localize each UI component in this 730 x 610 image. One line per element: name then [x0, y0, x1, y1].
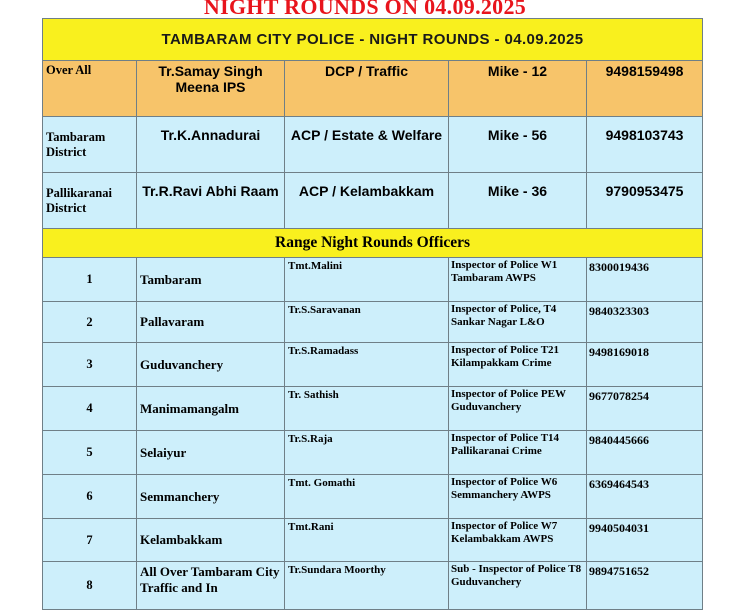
officer-cell: Tmt.Rani — [285, 519, 449, 562]
table-row — [43, 519, 703, 562]
phone-cell: 9790953475 — [587, 173, 703, 229]
phone-cell: 9840323303 — [587, 302, 703, 343]
sno-cell: 1 — [43, 258, 137, 302]
designation-cell: Inspector of Police W6 Semmanchery AWPS — [449, 475, 587, 519]
officer-cell: Tr. Sathish — [285, 387, 449, 431]
table-row — [43, 475, 703, 519]
page-title: NIGHT ROUNDS ON 04.09.2025 — [203, 0, 527, 19]
table-header: TAMBARAM CITY POLICE - NIGHT ROUNDS - 04.09.2025 — [43, 19, 703, 61]
place-cell: All Over Tambaram City Traffic and In — [137, 562, 285, 610]
designation-cell: Inspector of Police W1 Tambaram AWPS — [449, 258, 587, 302]
top-row-overall — [43, 61, 703, 117]
officer-cell: Tr.K.Annadurai — [137, 117, 285, 173]
officer-cell: Tmt. Gomathi — [285, 475, 449, 519]
area-cell: Pallikaranai District — [43, 173, 137, 229]
officer-cell: Tr.S.Raja — [285, 431, 449, 475]
designation-cell: ACP / Estate & Welfare — [285, 117, 449, 173]
sno-cell: 5 — [43, 431, 137, 475]
table-row — [43, 258, 703, 302]
phone-cell: 9940504031 — [587, 519, 703, 562]
table-header-row — [43, 19, 703, 61]
designation-cell: Inspector of Police, T4 Sankar Nagar L&O — [449, 302, 587, 343]
officer-cell: Tr.R.Ravi Abhi Raam — [137, 173, 285, 229]
top-row-tambaram — [43, 117, 703, 173]
mike-cell: Mike - 36 — [449, 173, 587, 229]
sno-cell: 4 — [43, 387, 137, 431]
designation-cell: DCP / Traffic — [285, 61, 449, 117]
designation-cell: Sub - Inspector of Police T8 Guduvanchery — [449, 562, 587, 610]
phone-cell: 9894751652 — [587, 562, 703, 610]
table-row — [43, 387, 703, 431]
phone-cell: 9498103743 — [587, 117, 703, 173]
mike-cell: Mike - 56 — [449, 117, 587, 173]
sno-cell: 7 — [43, 519, 137, 562]
designation-cell: ACP / Kelambakkam — [285, 173, 449, 229]
officer-cell: Tr.Sundara Moorthy — [285, 562, 449, 610]
place-cell: Semmanchery — [137, 475, 285, 519]
area-cell: Over All — [43, 61, 137, 117]
sno-cell: 2 — [43, 302, 137, 343]
sno-cell: 8 — [43, 562, 137, 610]
place-cell: Selaiyur — [137, 431, 285, 475]
phone-cell: 9677078254 — [587, 387, 703, 431]
top-row-pallikaranai — [43, 173, 703, 229]
mike-cell: Mike - 12 — [449, 61, 587, 117]
phone-cell: 9498169018 — [587, 343, 703, 387]
officer-cell: Tr.S.Ramadass — [285, 343, 449, 387]
designation-cell: Inspector of Police T21 Kilampakkam Crime — [449, 343, 587, 387]
officer-cell: Tr.S.Saravanan — [285, 302, 449, 343]
table-row — [43, 343, 703, 387]
table-row — [43, 431, 703, 475]
place-cell: Tambaram — [137, 258, 285, 302]
range-header: Range Night Rounds Officers — [43, 229, 703, 258]
night-rounds-table — [42, 18, 703, 610]
phone-cell: 9840445666 — [587, 431, 703, 475]
area-cell: Tambaram District — [43, 117, 137, 173]
officer-cell: Tr.Samay Singh Meena IPS — [137, 61, 285, 117]
table-row — [43, 302, 703, 343]
range-header-row — [43, 229, 703, 258]
table-row — [43, 562, 703, 610]
place-cell: Manimamangalm — [137, 387, 285, 431]
place-cell: Kelambakkam — [137, 519, 285, 562]
place-cell: Guduvanchery — [137, 343, 285, 387]
sno-cell: 3 — [43, 343, 137, 387]
designation-cell: Inspector of Police W7 Kelambakkam AWPS — [449, 519, 587, 562]
designation-cell: Inspector of Police T14 Pallikaranai Crime — [449, 431, 587, 475]
phone-cell: 8300019436 — [587, 258, 703, 302]
officer-cell: Tmt.Malini — [285, 258, 449, 302]
phone-cell: 9498159498 — [587, 61, 703, 117]
place-cell: Pallavaram — [137, 302, 285, 343]
designation-cell: Inspector of Police PEW Guduvanchery — [449, 387, 587, 431]
sno-cell: 6 — [43, 475, 137, 519]
phone-cell: 6369464543 — [587, 475, 703, 519]
